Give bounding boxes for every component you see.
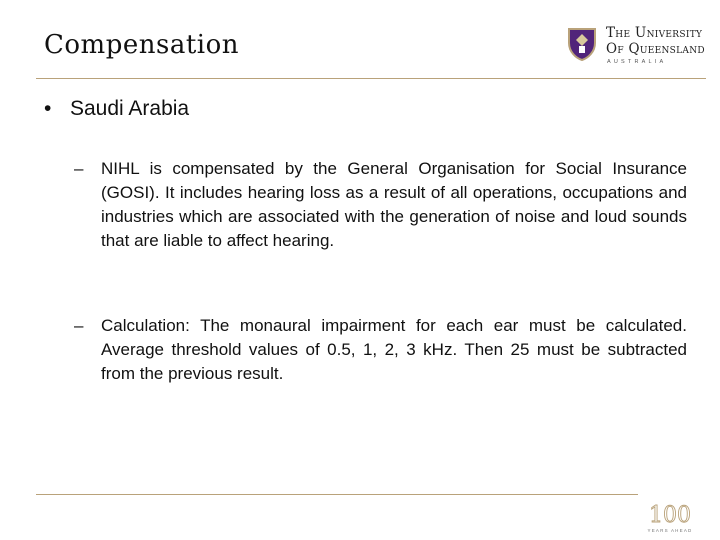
bullet-text: Saudi Arabia	[70, 97, 190, 120]
title-divider	[36, 78, 706, 79]
logo-text-line1: The University	[606, 25, 703, 41]
centenary-logo	[642, 500, 698, 536]
anniversary-number: 100	[649, 503, 691, 528]
slide-title: Compensation	[44, 30, 239, 60]
subpoint	[74, 157, 687, 253]
subpoint-text: Calculation: The monaural impairment for each ear must be calculated. Average threshold values of 0.5, 1, 2, 3 kHz. Then 25 must be subtracted from the previous result.	[101, 316, 687, 383]
logo-text-country: AUSTRALIA	[607, 59, 667, 65]
subpoint-text: NIHL is compensated by the General Organisation for Social Insurance (GOSI). It includes hearing loss as a result of all operations, occupations and industries which are associated with the generation of noise and loud sounds that are liable to affect hearing.	[101, 159, 687, 250]
dash-symbol: –	[74, 316, 84, 335]
bullet-item	[44, 97, 189, 121]
subpoint	[74, 314, 687, 386]
footer-divider	[36, 494, 638, 495]
dash-symbol: –	[74, 159, 84, 178]
anniversary-caption: YEARS AHEAD	[647, 528, 693, 533]
crest-icon	[566, 26, 598, 62]
university-logo	[566, 22, 706, 72]
bullet-symbol: •	[44, 97, 52, 120]
logo-text-line2: Of Queensland	[606, 41, 705, 57]
